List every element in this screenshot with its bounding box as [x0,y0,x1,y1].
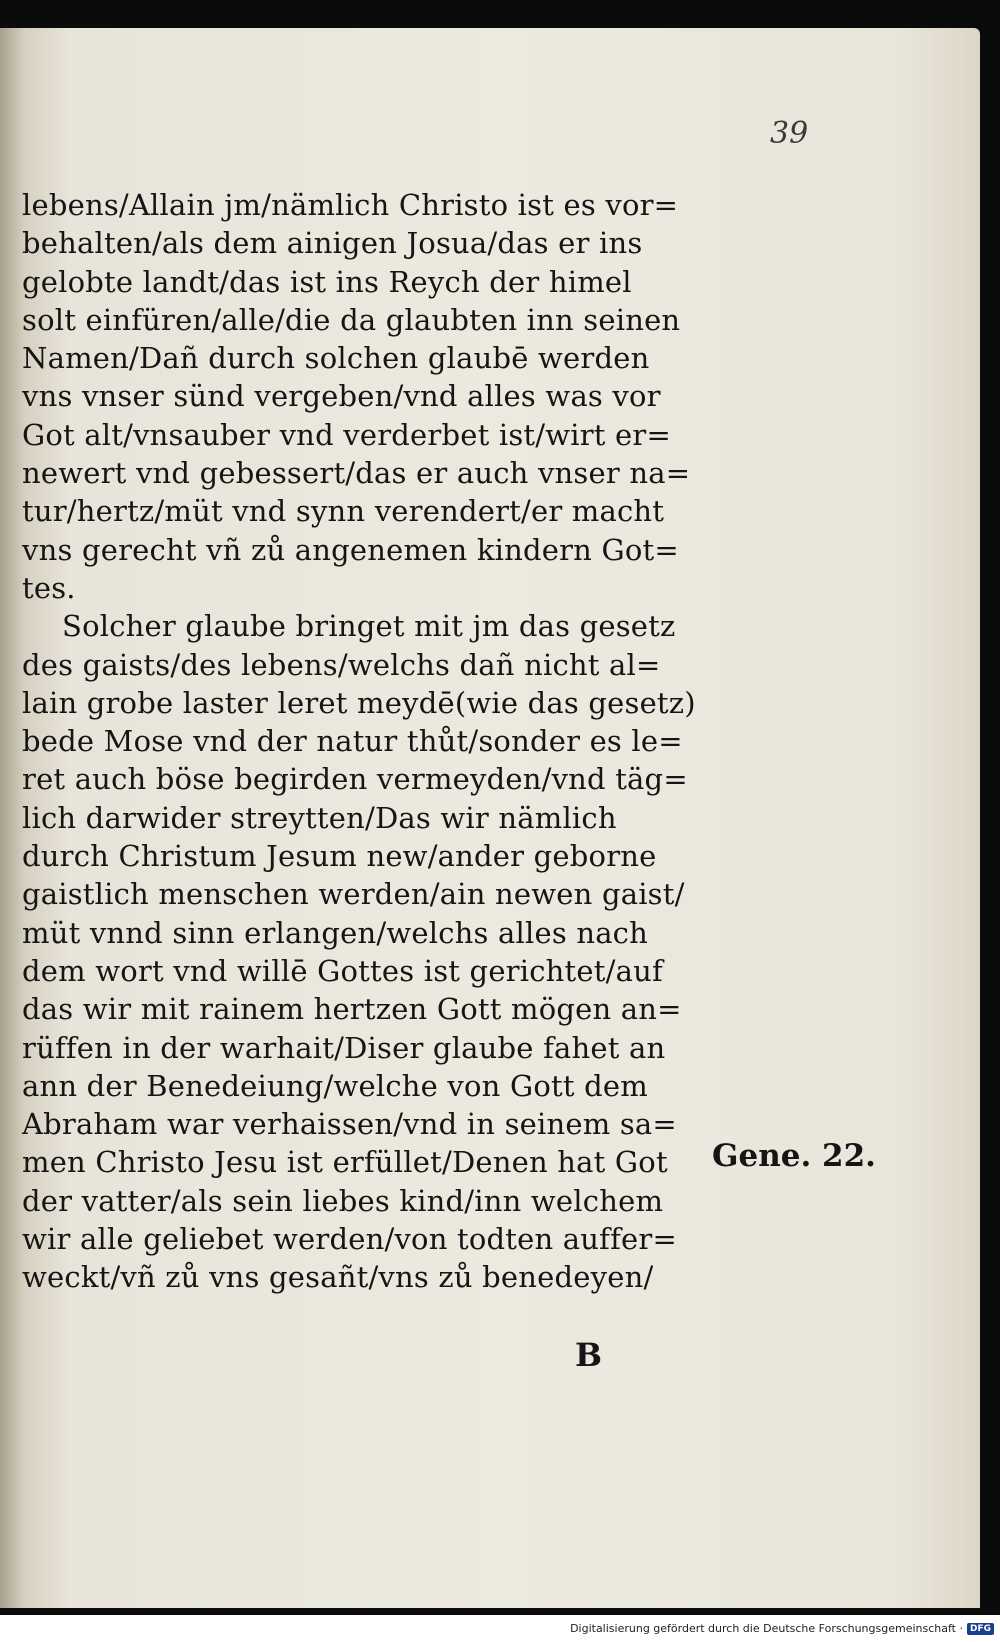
text-line: solt einfüren/alle/die da glaubten inn seinen [22,302,681,337]
book-page [0,28,980,1608]
text-line: vns vnser sünd vergeben/vnd alles was vor [22,379,661,414]
text-line: men Christo Jesu ist erfüllet/Denen hat Got [22,1145,668,1180]
text-line: lich darwider streytten/Das wir nämlich [22,800,617,835]
text-line: Solcher glaube bringet mit jm das gesetz [62,609,676,644]
text-line: ann der Benedeiung/welche von Gott dem [22,1068,648,1103]
text-line: vns gerecht vñ zů angenemen kindern Got= [22,532,679,567]
digitization-credit [570,1622,994,1635]
text-line: newert vnd gebessert/das er auch vnser na= [22,456,691,491]
text-line: weckt/vñ zů vns gesañt/vns zů benedeyen/ [22,1260,654,1295]
margin-note: Gene. 22. [712,1138,876,1174]
body-text [22,186,702,1297]
text-line: ret auch böse begirden vermeyden/vnd täg= [22,762,688,797]
text-line: gaistlich menschen werden/ain newen gaist/ [22,877,685,912]
text-line: des gaists/des lebens/welchs dañ nicht al= [22,647,661,682]
signature-mark: B [575,1336,603,1374]
text-line: Abraham war verhaissen/vnd in seinem sa= [22,1107,677,1142]
page-number: 39 [770,116,809,151]
text-line: rüffen in der warhait/Diser glaube fahet an [22,1030,666,1065]
text-line: Namen/Dañ durch solchen glaubē werden [22,341,650,376]
text-line: wir alle geliebet werden/von todten auffer= [22,1222,677,1257]
text-line: lain grobe laster leret meydē(wie das gesetz) [22,685,696,720]
text-line: gelobte landt/das ist ins Reych der himel [22,264,632,299]
text-line: dem wort vnd willē Gottes ist gerichtet/auf [22,953,663,988]
text-line: tur/hertz/müt vnd synn verendert/er macht [22,494,665,529]
text-line: lebens/Allain jm/nämlich Christo ist es vor= [22,188,679,222]
text-line: durch Christum Jesum new/ander geborne [22,839,657,874]
text-line: das wir mit rainem hertzen Gott mögen an= [22,992,682,1027]
text-line: bede Mose vnd der natur thůt/sonder es le= [22,724,683,759]
credit-text: Digitalisierung gefördert durch die Deutsche Forschungsgemeinschaft · [570,1622,963,1635]
text-line: müt vnnd sinn erlangen/welchs alles nach [22,915,649,950]
text-line: der vatter/als sein liebes kind/inn welchem [22,1183,664,1218]
text-line: tes. [22,570,76,605]
dfg-logo: DFG [967,1623,994,1635]
text-line: Got alt/vnsauber vnd verderbet ist/wirt er= [22,417,671,452]
text-line: behalten/als dem ainigen Josua/das er ins [22,226,643,261]
